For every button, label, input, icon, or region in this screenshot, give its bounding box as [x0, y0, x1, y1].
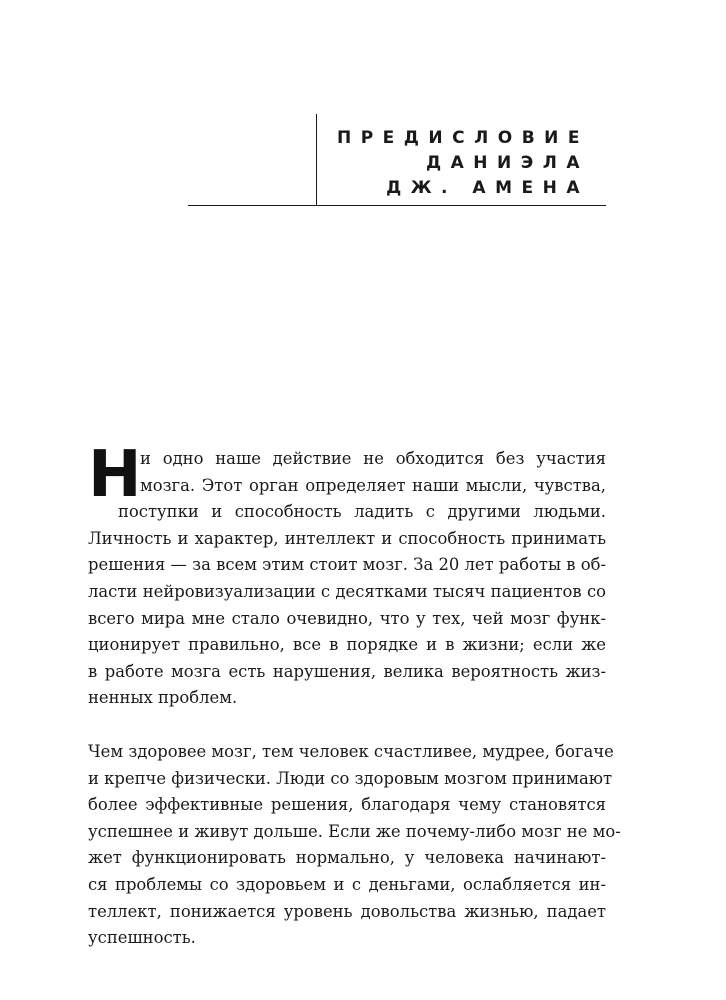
paragraph-1-line-3: поступки и способность ладить с другими людьми. — [118, 502, 606, 522]
paragraph-2-line-2: и крепче физически. Люди со здоровым мозгом принимают — [88, 768, 613, 788]
paragraph-1 — [88, 438, 606, 712]
paragraph-2-line-8: успешность. — [88, 928, 196, 948]
paragraph-2-line-6: ся проблемы со здоровьем и с деньгами, ослабляется ин- — [88, 874, 606, 894]
paragraph-1-line-5: решения — за всем этим стоит мозг. За 20 лет работы в об- — [88, 555, 606, 575]
paragraph-1-line-6: ласти нейровизуализации с десятками тысяч пациентов со — [88, 581, 606, 601]
drop-cap: Н — [88, 438, 142, 512]
paragraph-2-line-7: теллект, понижается уровень довольства жизнью, падает — [88, 901, 606, 921]
chapter-title-line-1: ПРЕДИСЛОВИЕ — [336, 128, 589, 148]
paragraph-1-line-7: всего мира мне стало очевидно, что у тех, чей мозг функ- — [88, 608, 606, 628]
paragraph-1-line-2: мозга. Этот орган определяет наши мысли, чувства, — [140, 475, 606, 495]
paragraph-2-line-1: Чем здоровее мозг, тем человек счастливее, мудрее, богаче — [88, 741, 614, 761]
body-text — [88, 438, 621, 952]
chapter-title-line-2: ДАНИЭЛА — [425, 153, 589, 173]
paragraph-2 — [88, 739, 621, 952]
chapter-title-line-3: ДЖ. АМЕНА — [386, 178, 589, 198]
header-vertical-rule — [316, 114, 317, 206]
paragraph-1-line-4: Личность и характер, интеллект и способность принимать — [88, 528, 606, 548]
paragraph-1-line-10: ненных проблем. — [88, 688, 238, 708]
paragraph-1-line-9: в работе мозга есть нарушения, велика вероятность жиз- — [88, 661, 606, 681]
paragraph-1-line-1: и одно наше действие не обходится без участия — [140, 449, 606, 468]
paragraph-2-line-3: более эффективные решения, благодаря чему становятся — [88, 795, 606, 815]
paragraph-1-line-8: ционирует правильно, все в порядке и в жизни; если же — [88, 635, 606, 655]
paragraph-2-line-4: успешнее и живут дольше. Если же почему-либо мозг не мо- — [88, 821, 621, 841]
chapter-title — [337, 126, 589, 201]
paragraph-2-line-5: жет функционировать нормально, у человека начинают- — [88, 848, 606, 868]
header-horizontal-rule — [188, 205, 606, 206]
